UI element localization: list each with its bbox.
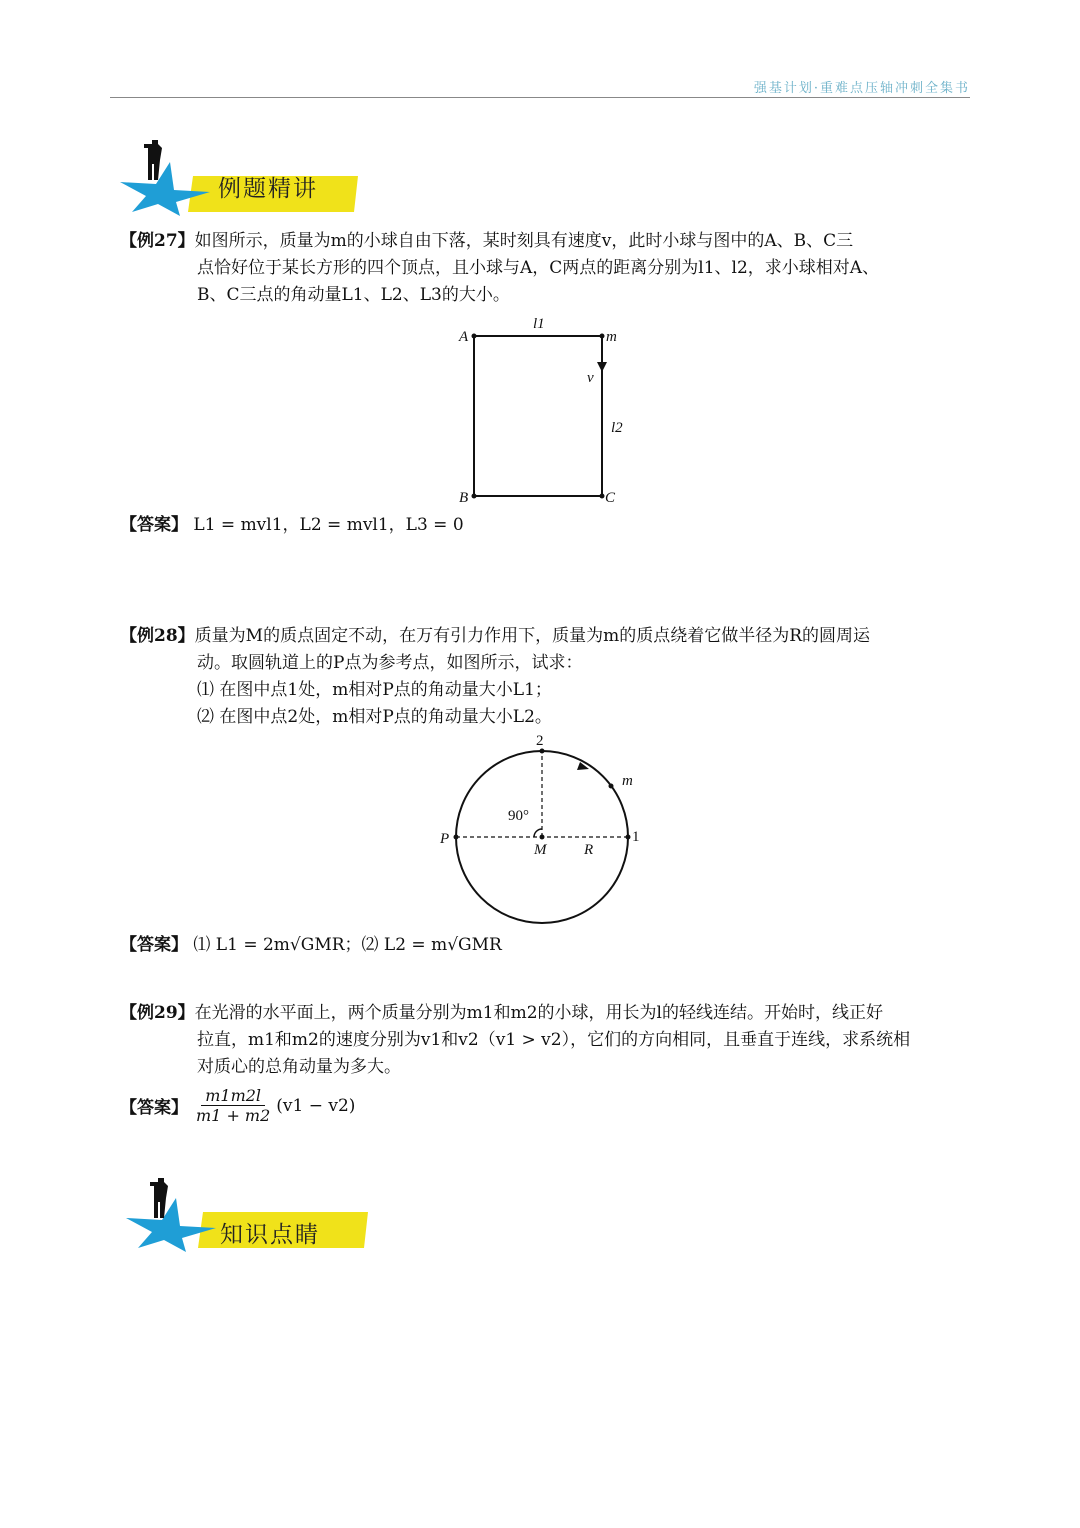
section-banner-knowledge [118,1178,378,1258]
header-rule [110,97,970,98]
answer-27-text: L1 = mvl1，L2 = mvl1，L3 = 0 [193,515,464,535]
example-29 [120,1000,970,1081]
example-28-tag: 【例28】 [120,626,195,646]
answer-29-numerator: m1m2l [201,1086,265,1106]
answer-29-tag: 【答案】 [120,1098,188,1118]
figure-circle [430,730,670,930]
example-27-line2: 点恰好位于某长方形的四个顶点，且小球与A，C两点的距离分别为l1、l2，求小球相对A、 [197,258,880,278]
example-29-line3: 对质心的总角动量为多大。 [197,1057,401,1077]
section-banner-examples [118,140,378,220]
label-A: A [459,329,469,345]
answer-27 [120,510,464,535]
section-title-examples: 例题精讲 [218,176,318,202]
figure-rectangle [445,312,665,512]
example-29-line1: 在光滑的水平面上，两个质量分别为m1和m2的小球，用长为l的轻线连结。开始时，线正好 [194,1003,883,1023]
answer-27-tag: 【答案】 [120,515,188,535]
example-27 [120,228,970,309]
label-point-1: 1 [632,829,640,845]
example-27-tag: 【例27】 [120,231,195,251]
label-l1: l1 [533,316,545,332]
section-title-knowledge: 知识点睛 [220,1222,320,1248]
example-29-line2: 拉直，m1和m2的速度分别为v1和v2（v1 > v2），它们的方向相同，且垂直于连线，求系统相 [197,1030,911,1050]
label-l2: l2 [611,420,623,436]
label-R: R [584,842,594,858]
label-C: C [605,490,616,506]
header-title: 强基计划·重难点压轴冲刺全集书 [753,81,970,96]
label-B: B [459,490,469,506]
answer-28 [120,930,502,955]
label-v: v [587,370,594,386]
label-m: m [606,329,617,345]
answer-28-tag: 【答案】 [120,935,188,955]
example-29-tag: 【例29】 [120,1003,195,1023]
label-P: P [440,831,450,847]
answer-29-tail: (v1 − v2) [276,1095,356,1116]
label-M: M [534,842,547,858]
answer-29-fraction [192,1086,274,1125]
answer-28-text: ⑴ L1 = 2m√GMR；⑵ L2 = m√GMR [193,935,502,955]
label-point-2: 2 [536,733,544,749]
label-angle: 90° [508,808,529,824]
example-28 [120,623,970,731]
example-27-line3: B、C三点的角动量L1、L2、L3的大小。 [197,285,510,305]
label-m-orbit: m [622,773,633,789]
answer-29-denominator: m1 + m2 [196,1106,271,1125]
example-28-q2: ⑵ 在图中点2处，m相对P点的角动量大小L2。 [197,707,552,727]
example-28-line2: 动。取圆轨道上的P点为参考点，如图所示，试求： [197,653,583,673]
example-27-line1: 如图所示，质量为m的小球自由下落，某时刻具有速度v，此时小球与图中的A、B、C三 [194,231,854,251]
example-28-line1: 质量为M的质点固定不动，在万有引力作用下，质量为m的质点绕着它做半径为R的圆周运 [194,626,870,646]
example-28-q1: ⑴ 在图中点1处，m相对P点的角动量大小L1； [197,680,552,700]
answer-29 [120,1086,355,1125]
